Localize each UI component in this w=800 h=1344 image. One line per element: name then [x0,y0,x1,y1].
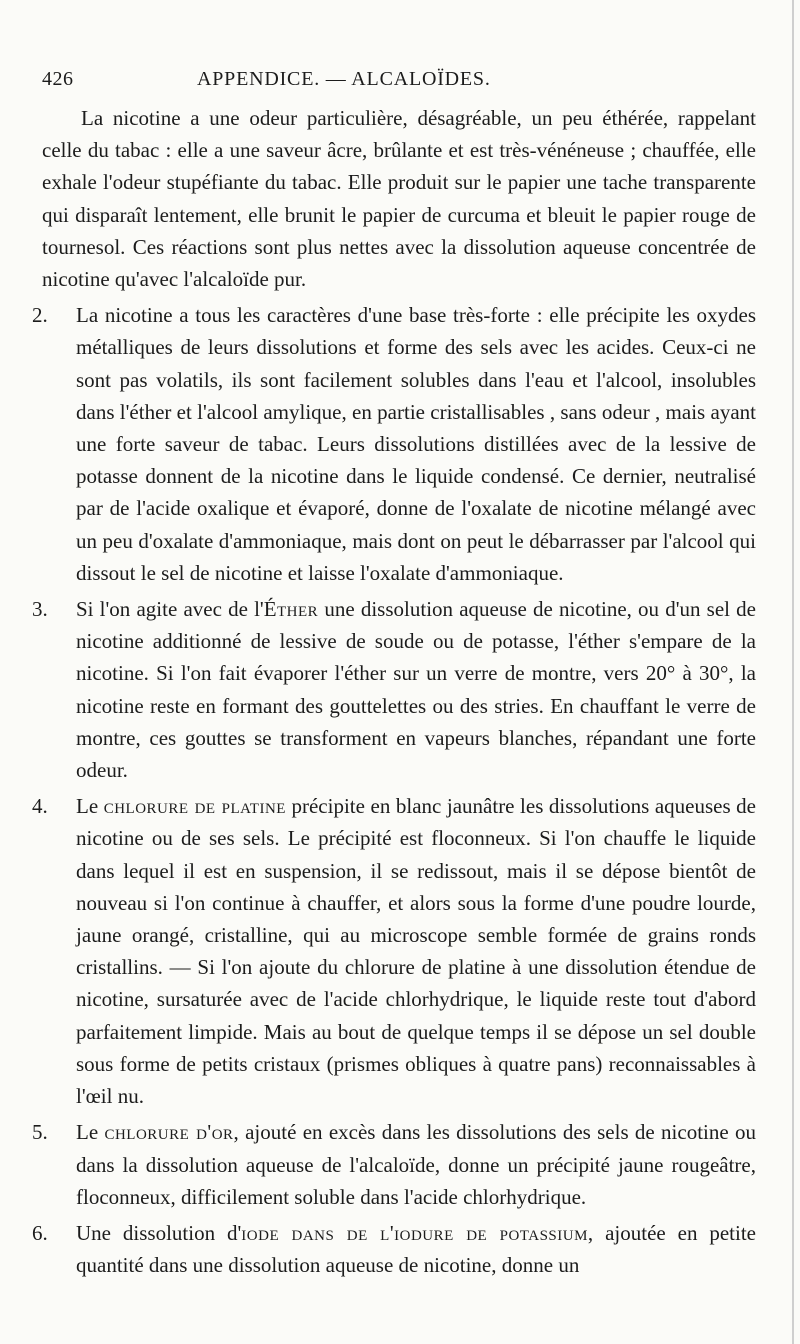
reagent-name: Éther [263,597,319,622]
numbered-paragraph-5 [32,1116,756,1213]
paragraph-number: 3. [32,597,48,622]
paragraph-text: , ajouté en excès dans les dissolutions des sels de nicotine ou dans la dissolution aqueuse de l'alcaloïde, donne un précipité jaune rougeâtre, floconneux, difficilement soluble dans l'acide chlorhydrique. [76,1120,756,1209]
paragraph-number: 2. [32,303,48,328]
paragraph-text: une dissolution aqueuse de nicotine, ou d'un sel de nicotine additionné de lessive de soude ou de potasse, l'éther s'empare de la nicotine. Si l'on fait évaporer l'éther sur un verre de montre, vers 20° à 30°, la nicotine reste en formant des gouttelettes ou des stries. En chauffant le verre de montre, ces gouttes se transforment en vapeurs blanches, répandant une forte odeur. [76,597,756,783]
page-number: 426 [42,68,74,90]
paragraph-text: précipite en blanc jaunâtre les dissolutions aqueuses de nicotine ou de ses sels. Le précipité est floconneux. Si l'on chauffe le liquide dans lequel il est en suspension, il se redissout, mais il se dépose bientôt de nouveau si l'on continue à chauffer, et alors sous la forme d'une poudre lourde, jaune orangé, cristalline, qui au microscope semble formée de grains ronds cristallins. — Si l'on ajoute du chlorure de platine à une dissolution étendue de nicotine, sursaturée avec de l'acide chlorhydrique, le liquide reste tout d'abord parfaitement limpide. Mais au bout de quelque temps il se dépose un sel double sous forme de petits cristaux (prismes obliques à quatre pans) reconnaissables à l'œil nu. [76,794,756,1109]
intro-paragraph: La nicotine a une odeur particulière, désagréable, un peu éthérée, rappelant celle du tabac : elle a une saveur âcre, brûlante et est très-vénéneuse ; chauffée, elle exhale l'odeur stupéfiante du tabac. Elle produit sur le papier une tache transparente qui disparaît lentement, elle brunit le papier de curcuma et bleuit le papier rouge de tournesol. Ces réactions sont plus nettes avec la dissolution aqueuse concentrée de nicotine qu'avec l'alcaloïde pur. [42,106,756,292]
paragraph-text: , ajoutée en petite quantité dans une dissolution aqueuse de nicotine, donne un [76,1220,757,1278]
running-title: APPENDICE. — ALCALOÏDES. [197,68,491,90]
reagent-name: chlorure d'or [104,1120,234,1145]
paragraph-number: 4. [32,794,48,819]
page-header [42,68,758,98]
body-text [32,102,757,1285]
paragraph-text: La nicotine a tous les caractères d'une base très-forte : elle précipite les oxydes métalliques de leurs dissolutions et forme des sels avec les acides. Ceux-ci ne sont pas volatils, ils sont facilement solubles dans l'eau et l'alcool, insolubles dans l'éther et l'alcool amylique, en partie cristallisables , sans odeur , mais ayant une forte saveur de tabac. Leurs dissolutions distillées avec de la lessive de potasse donnent de la nicotine dans le liquide condensé. Ce dernier, neutralisé par de l'acide oxalique et évaporé, donne de l'oxalate de nicotine mélangé avec un peu d'oxalate d'ammoniaque, mais dont on peut le débarrasser par l'alcool qui dissout le sel de nicotine et laisse l'oxalate d'ammoniaque. [76,303,756,585]
reagent-name: chlorure de platine [103,794,286,819]
paragraph-text: Une dissolution d' [76,1220,242,1245]
numbered-paragraph-4 [32,790,756,1112]
paragraph-text: Si l'on agite avec de l' [76,597,264,622]
numbered-paragraph-2 [32,299,756,589]
paragraph-text: Le [76,794,104,819]
paragraph-number: 6. [32,1220,48,1245]
paragraph-text: Le [76,1120,105,1145]
numbered-paragraph-3 [32,593,756,786]
numbered-paragraph-6 [32,1217,757,1281]
reagent-name: iode dans de l'iodure de potassium [241,1220,588,1245]
page-edge-divider [792,0,794,1344]
paragraph-number: 5. [32,1120,48,1145]
